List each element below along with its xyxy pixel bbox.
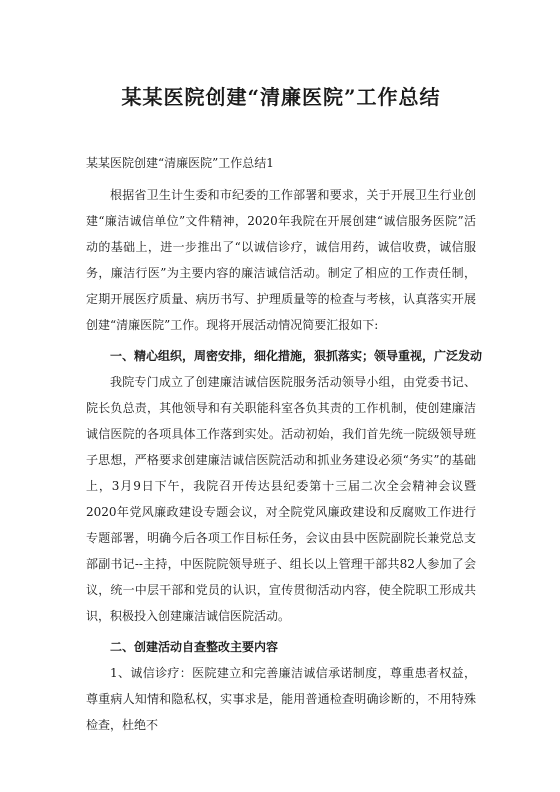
document-title: 某某医院创建“清廉医院”工作总结	[121, 85, 441, 109]
intro-paragraph: 根据省卫生计生委和市纪委的工作部署和要求，关于开展卫生行业创建“廉洁诚信单位”文件精神，2020年我院在开展创建“诚信服务医院”活动的基础上，进一步推出了“以诚信诊疗，诚信用药，诚信收费，诚信服务，廉洁行医”为主要内容的廉洁诚信活动。制定了相应的工作责任制，定期开展医疗质量、病历书写、护理质量等的检查与考核，认真落实开展创建“清廉医院”工作。现将开展活动情况简要汇报如下:	[86, 188, 476, 332]
section-1-paragraph: 我院专门成立了创建廉洁诚信医院服务活动领导小组，由党委书记、院长负总责，其他领导和有关职能科室各负其责的工作机制，使创建廉洁诚信医院的各项具体工作落到实处。活动初始，我们首先统一院级领导班子思想，严格要求创建廉洁诚信医院活动和抓业务建设必须“务实”的基础上，3月9日下午，我院召开传达县纪委第十三届二次全会精神会议暨2020年党风廉政建设专题会议，对全院党风廉政建设和反腐败工作进行专题部署，明确今后各项工作目标任务，会议由县中医院副院长兼党总支部副书记--⁠主持，中医院院领导班子、组长以上管理干部共82人参加了会议，统一中层干部和党员的认识，宣传贯彻活动内容，使全院职工形成共识，积极投入创建廉洁诚信医院活动。	[86, 375, 476, 623]
section-2-heading: 二、创建活动自查整改主要内容	[110, 640, 279, 654]
section-1-heading: 一、精心组织，周密安排，细化措施，狠抓落实；领导重视，广泛发动	[110, 349, 483, 363]
section-2-item-1-paragraph: 1、诚信诊疗：医院建立和完善廉洁诚信承诺制度，尊重患者权益，尊重病人知情和隐私权，实事求是，能用普通检查明确诊断的，不用特殊检查，杜绝不	[86, 666, 476, 732]
document-subtitle: 某某医院创建“清廉医院”工作总结1	[86, 156, 274, 170]
